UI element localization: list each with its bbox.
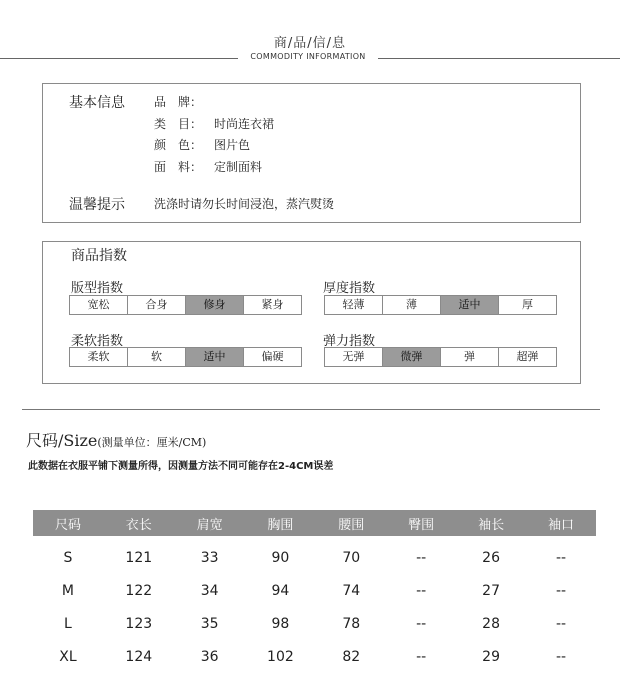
size-table-row	[33, 574, 596, 607]
size-table-cell: XL	[59, 648, 77, 665]
size-table-cell: M	[61, 582, 74, 599]
softness-index-label: 柔软指数	[71, 334, 124, 349]
size-table-header-cell: 袖长	[456, 510, 526, 536]
size-table-cell: 124	[125, 648, 153, 665]
index-option: 超弹	[516, 350, 539, 363]
size-table-cell: 102	[267, 648, 294, 665]
size-table-cell: 90	[271, 549, 290, 566]
index-option: 薄	[383, 296, 441, 314]
index-option: 紧身	[261, 298, 284, 311]
size-title-text: 尺码/Size	[26, 431, 98, 450]
info-label-category: 类 目：	[154, 117, 203, 131]
size-table-cell: 36	[200, 648, 219, 665]
size-table-header-cell: 袖口	[526, 510, 596, 536]
size-table-cell: 35	[200, 615, 219, 632]
size-table-cell: --	[555, 615, 567, 632]
size-table-cell: 122	[125, 582, 153, 599]
care-tip-heading: 温馨提示	[69, 197, 125, 213]
size-table-row	[33, 607, 596, 640]
index-option: 软	[128, 348, 186, 366]
size-table-cell: 70	[342, 549, 361, 566]
size-table-cell: --	[416, 582, 427, 599]
fit-index-scale	[69, 295, 302, 315]
size-table-header-cell: 胸围	[245, 510, 317, 536]
size-table	[33, 510, 596, 673]
size-table-header	[33, 510, 596, 536]
size-table-cell: 26	[482, 549, 500, 566]
index-option-selected: 修身	[186, 296, 244, 314]
size-table-header-cell: 肩宽	[175, 510, 245, 536]
size-table-cell: 34	[200, 582, 219, 599]
size-table-cell: 78	[342, 615, 361, 632]
size-table-header-cell: 臀围	[386, 510, 456, 536]
index-option: 轻薄	[325, 296, 383, 314]
size-table-row	[33, 640, 596, 673]
size-table-cell: 123	[125, 615, 153, 632]
size-table-cell: --	[416, 615, 427, 632]
size-table-row	[33, 536, 596, 574]
index-option-selected: 适中	[441, 296, 499, 314]
product-index-title: 商品指数	[71, 248, 127, 264]
size-table-cell: 29	[482, 648, 500, 665]
info-value-color: 图片色	[214, 138, 251, 152]
size-table-cell: 94	[271, 582, 290, 599]
index-option: 无弹	[325, 348, 383, 366]
size-table-header-cell: 腰围	[316, 510, 386, 536]
softness-index-scale	[69, 347, 302, 367]
info-label-fabric: 面 料：	[154, 160, 203, 174]
size-table-cell: 27	[482, 582, 500, 599]
size-table-cell: S	[63, 549, 73, 566]
section-separator	[22, 409, 600, 410]
basic-info-heading: 基本信息	[69, 95, 125, 111]
index-option: 偏硬	[261, 350, 284, 363]
index-option-selected: 适中	[186, 348, 244, 366]
divider-right	[378, 58, 620, 59]
info-label-brand: 品 牌：	[154, 95, 203, 109]
index-option: 厚	[522, 298, 533, 311]
size-table-cell: 121	[125, 549, 153, 566]
size-table-header-cell: 衣长	[103, 510, 175, 536]
info-label-color: 颜 色：	[154, 138, 203, 152]
index-option: 宽松	[70, 296, 128, 314]
size-table-cell: 98	[271, 615, 290, 632]
fit-index-label: 版型指数	[71, 281, 124, 296]
index-option: 弹	[441, 348, 499, 366]
thickness-index-label: 厚度指数	[323, 281, 376, 296]
size-table-cell: --	[416, 549, 427, 566]
size-table-cell: 28	[482, 615, 500, 632]
elasticity-index-label: 弹力指数	[323, 334, 376, 349]
size-table-cell: L	[64, 615, 72, 632]
info-value-fabric: 定制面料	[214, 160, 263, 174]
index-option-selected: 微弹	[383, 348, 441, 366]
size-unit: (测量单位：厘米/CM)	[97, 436, 207, 449]
size-table-cell: --	[416, 648, 427, 665]
section-title: 商/品/信/息	[273, 36, 347, 51]
index-option: 合身	[128, 296, 186, 314]
care-tip-text: 洗涤时请勿长时间浸泡，蒸汽熨烫	[154, 197, 335, 211]
section-subtitle: COMMODITY INFORMATION	[250, 52, 366, 61]
size-table-cell: --	[555, 648, 567, 665]
size-note: 此数据在衣服平铺下测量所得，因测量方法不同可能存在2-4CM误差	[28, 461, 334, 472]
size-table-cell: 33	[200, 549, 219, 566]
size-table-cell: 74	[342, 582, 361, 599]
size-title	[26, 428, 206, 451]
size-table-body	[33, 536, 596, 673]
divider-left	[0, 58, 238, 59]
size-table-cell: --	[555, 549, 567, 566]
thickness-index-scale	[324, 295, 557, 315]
index-option: 柔软	[70, 348, 128, 366]
size-table-cell: 82	[342, 648, 361, 665]
info-value-category: 时尚连衣裙	[214, 117, 275, 131]
size-table-cell: --	[555, 582, 567, 599]
elasticity-index-scale	[324, 347, 557, 367]
size-table-header-cell: 尺码	[33, 510, 103, 536]
